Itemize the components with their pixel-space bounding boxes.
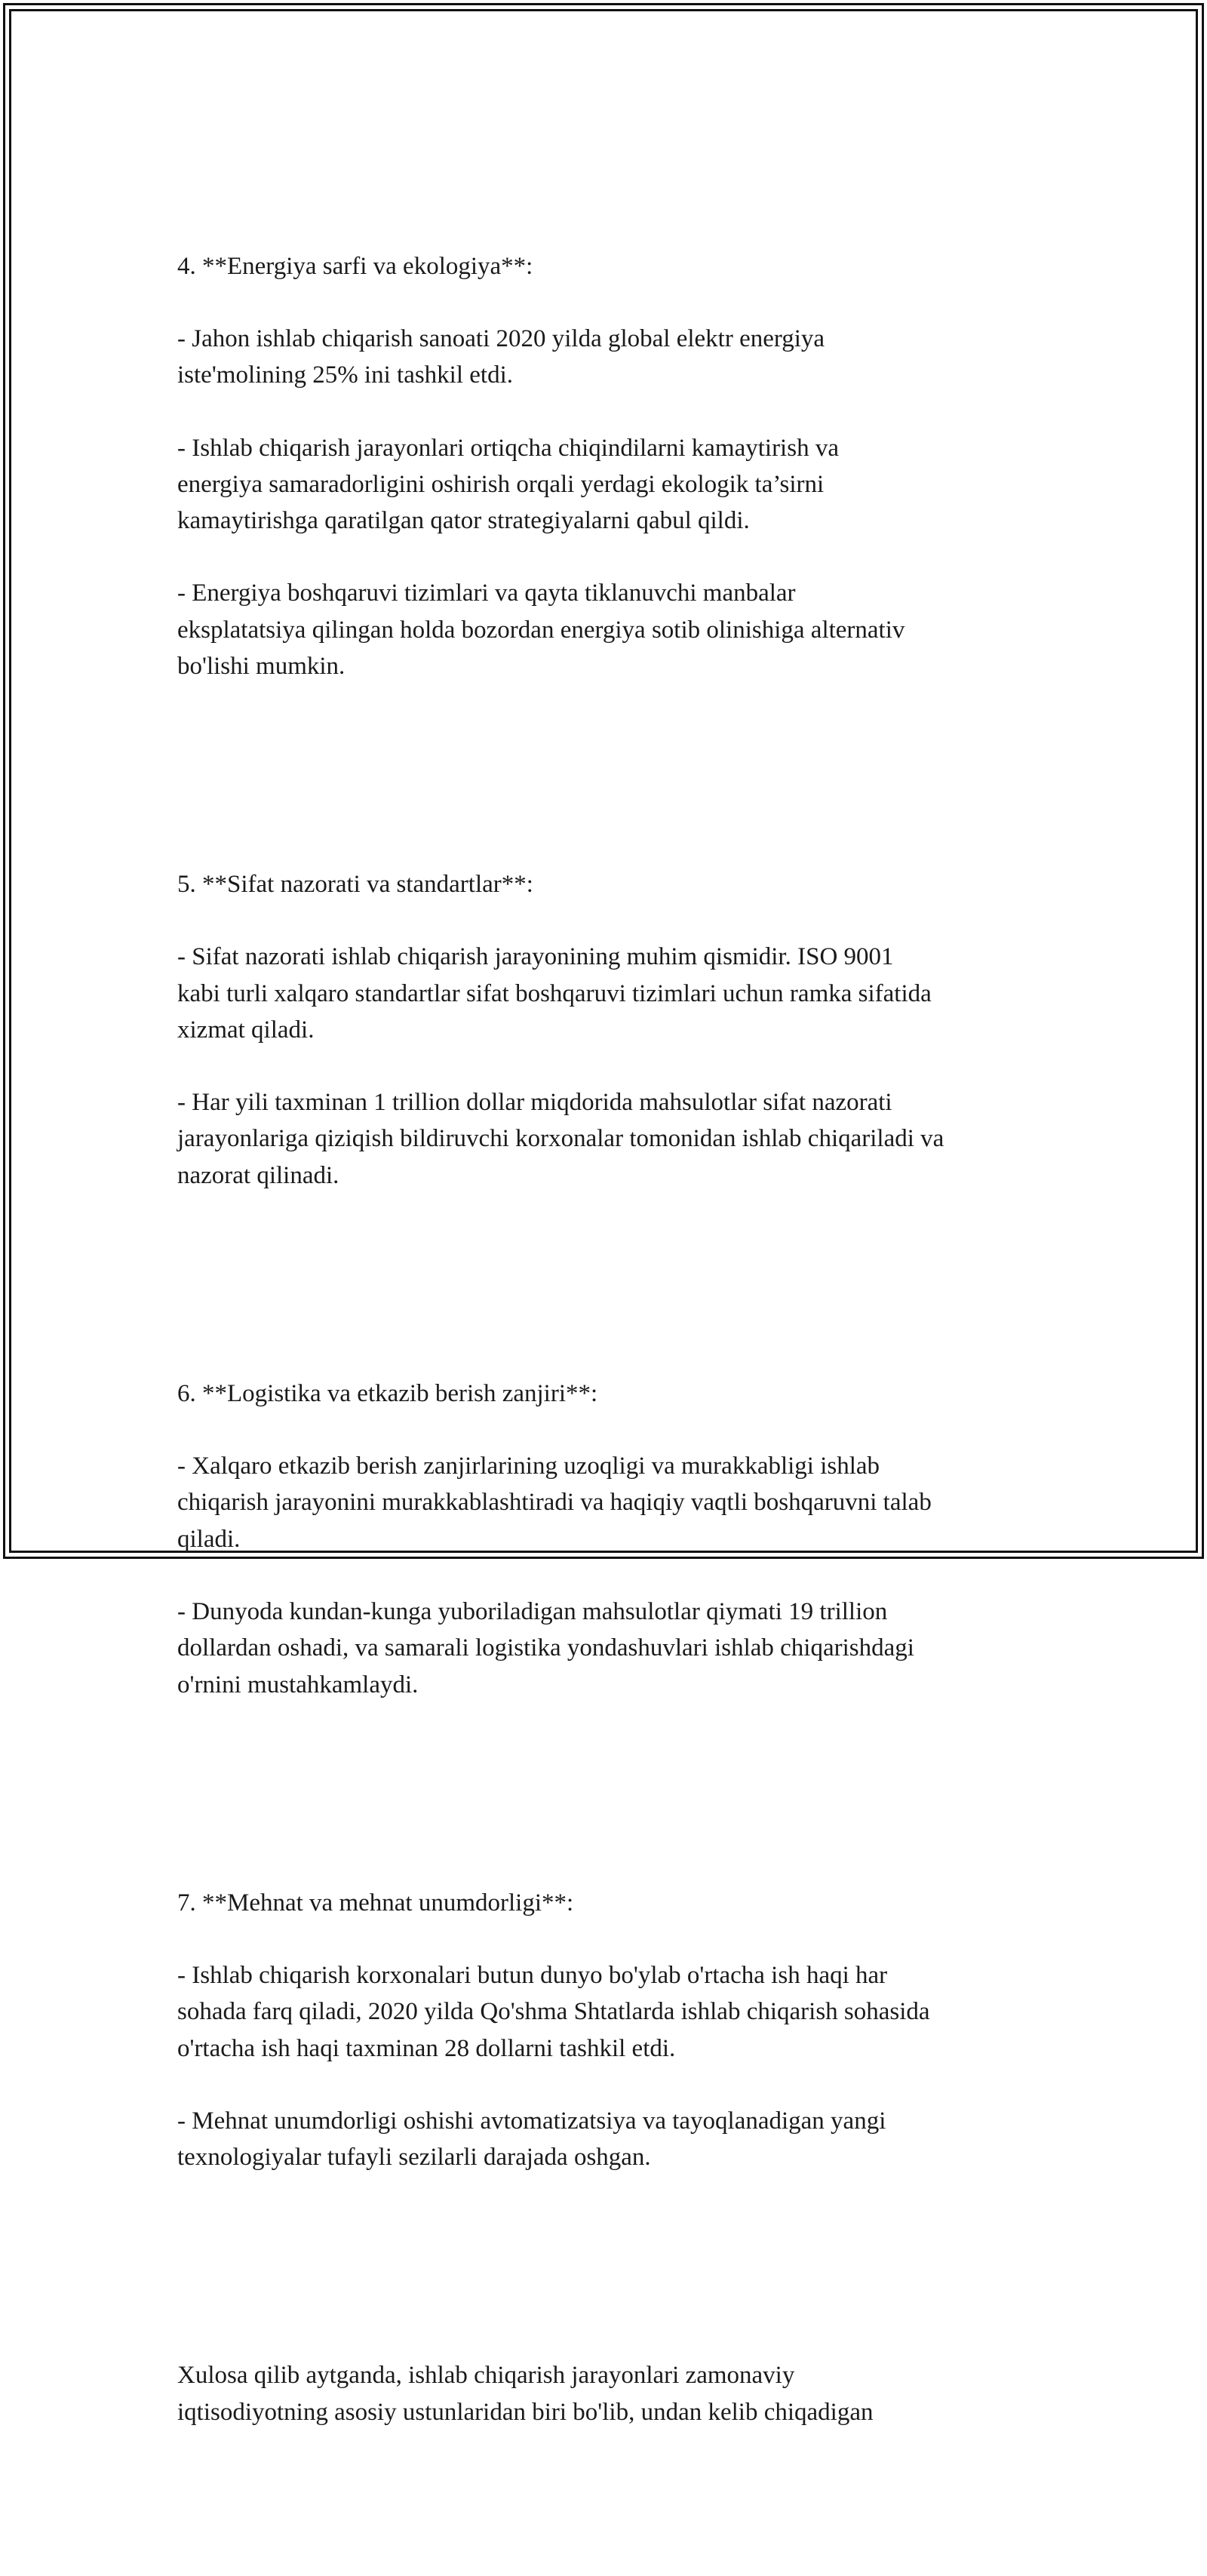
section-heading: 7. **Mehnat va mehnat unumdorligi**:: [177, 1889, 574, 1917]
bullet-item: - Ishlab chiqarish korxonalari butun dunyo bo'ylab o'rtacha ish haqi har sohada farq qiladi, 2020 yilda Qo'shma Shtatlarda ishlab chiqarish sohasida o'rtacha ish haqi taxminan 28 dollarni tashkil etdi.: [177, 1962, 930, 2062]
document-body: [177, 139, 1067, 2576]
bullet-item: - Ishlab chiqarish jarayonlari ortiqcha chiqindilarni kamaytirish va energiya samaradorligini oshirish orqali yerdagi ekologik ta’sirni kamaytirishga qaratilgan qator strategiyalarni qabul qildi.: [177, 434, 839, 535]
bullet-item: - Har yili taxminan 1 trillion dollar miqdorida mahsulotlar sifat nazorati jarayonlariga qiziqish bildiruvchi korxonalar tomonidan ishlab chiqariladi va nazorat qilinadi.: [177, 1089, 944, 1189]
bullet-item: - Sifat nazorati ishlab chiqarish jarayonining muhim qismidir. ISO 9001 kabi turli xalqaro standartlar sifat boshqaruvi tizimlari uchun ramka sifatida xizmat qiladi.: [177, 943, 932, 1044]
bullet-item: - Xalqaro etkazib berish zanjirlarining uzoqligi va murakkabligi ishlab chiqarish jarayonini murakkablashtiradi va haqiqiy vaqtli boshqaruvni talab qiladi.: [177, 1452, 932, 1553]
conclusion-paragraph: [177, 2321, 1067, 2467]
bullet-item: - Jahon ishlab chiqarish sanoati 2020 yilda global elektr energiya iste'molining 25% ini tashkil etdi.: [177, 325, 825, 389]
section-heading: 5. **Sifat nazorati va standartlar**:: [177, 871, 533, 899]
section-heading: 6. **Logistika va etkazib berish zanjiri**:: [177, 1379, 598, 1407]
section-energy: [177, 211, 1067, 721]
bullet-item: - Dunyoda kundan-kunga yuboriladigan mahsulotlar qiymati 19 trillion dollardan oshadi, va samarali logistika yondashuvlari ishlab chiqarishdagi o'rnini mustahkamlaydi.: [177, 1598, 914, 1698]
section-logistics: [177, 1339, 1067, 1739]
section-heading: 4. **Energiya sarfi va ekologiya**:: [177, 252, 533, 280]
bullet-item: - Energiya boshqaruvi tizimlari va qayta tiklanuvchi manbalar eksplatatsiya qilingan holda bozordan energiya sotib olinishiga alternativ bo'lishi mumkin.: [177, 579, 905, 680]
section-labor: [177, 1849, 1067, 2212]
conclusion-text: Xulosa qilib aytganda, ishlab chiqarish jarayonlari zamonaviy iqtisodiyotning asosiy ustunlaridan biri bo'lib, undan kelib chiqadigan: [177, 2362, 874, 2426]
section-quality: [177, 830, 1067, 1230]
bullet-item: - Mehnat unumdorligi oshishi avtomatizatsiya va tayoqlanadigan yangi texnologiyalar tufayli sezilarli darajada oshgan.: [177, 2107, 886, 2172]
